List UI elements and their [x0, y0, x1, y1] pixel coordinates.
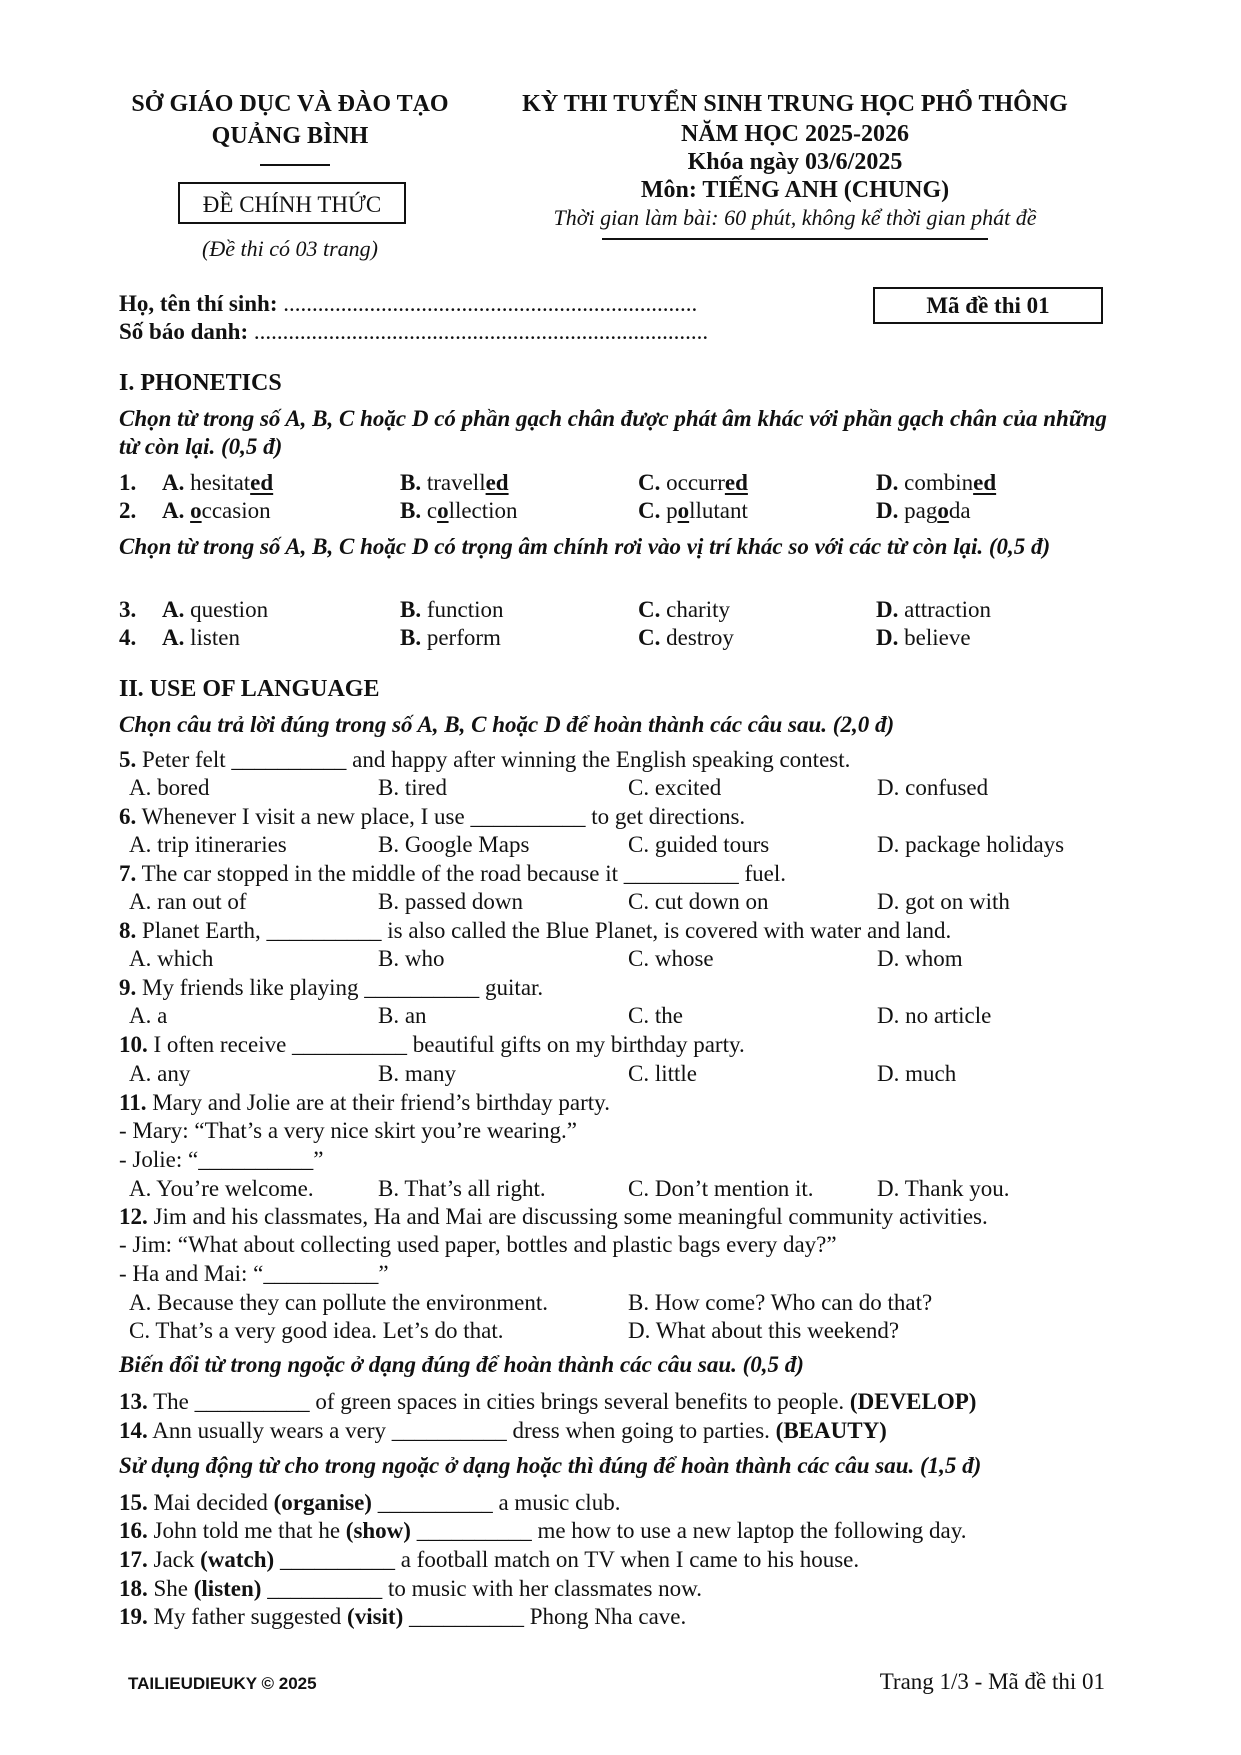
exam-code-box: Mã đề thi 01	[873, 287, 1103, 324]
option-b: B. perform	[400, 625, 501, 650]
question-6: 6. Whenever I visit a new place, I use __________ to get directions.	[119, 804, 746, 829]
question-8: 8. Planet Earth, __________ is also called the Blue Planet, is covered with water and land.	[119, 918, 952, 943]
department-line2: QUẢNG BÌNH	[211, 123, 369, 149]
language-instruction-1: Chọn câu trả lời đúng trong số A, B, C hoặc D để hoàn thành các câu sau. (2,0 đ)	[119, 712, 895, 737]
option-c: C. guided tours	[628, 832, 770, 857]
option-c: C. whose	[628, 946, 714, 971]
exam-title	[495, 88, 1095, 232]
exam-line1: KỲ THI TUYỂN SINH TRUNG HỌC PHỔ THÔNG	[522, 91, 1068, 117]
option-b: B. travelled	[400, 470, 509, 495]
question-number: 2.	[119, 498, 137, 523]
option-a: A. bored	[129, 775, 210, 800]
language-instruction-2: Biến đổi từ trong ngoặc ở dạng đúng để hoàn thành các câu sau. (0,5 đ)	[119, 1352, 804, 1377]
candidate-name-label: Họ, tên thí sinh:	[119, 291, 278, 316]
dialogue-line: - Mary: “That’s a very nice skirt you’re wearing.”	[119, 1118, 577, 1143]
option-a: A. trip itineraries	[129, 832, 287, 857]
footer-watermark: TAILIEUDIEUKY © 2025	[128, 1674, 317, 1693]
exam-title-underline	[602, 238, 988, 240]
phonetics-instruction-1: Chọn từ trong số A, B, C hoặc D có phần gạch chân được phát âm khác với phần gạch chân của những từ còn lại. (0,5 đ)	[119, 406, 1107, 459]
question-13: 13. The __________ of green spaces in cities brings several benefits to people. (DEVELOP)	[119, 1389, 977, 1414]
option-c: C. That’s a very good idea. Let’s do that.	[129, 1318, 504, 1343]
option-a: A. occasion	[162, 498, 271, 523]
option-d: D. believe	[876, 625, 971, 650]
question-18: 18. She (listen) __________ to music with her classmates now.	[119, 1576, 703, 1601]
candidate-name-dots: ........................................................................	[283, 291, 698, 316]
option-a: A. question	[162, 597, 269, 622]
option-b: B. passed down	[378, 889, 524, 914]
option-c: C. excited	[628, 775, 722, 800]
question-5: 5. Peter felt __________ and happy after winning the English speaking contest.	[119, 747, 851, 772]
question-14: 14. Ann usually wears a very __________ dress when going to parties. (BEAUTY)	[119, 1418, 887, 1443]
option-d: D. pagoda	[876, 498, 971, 523]
option-a: A. listen	[162, 625, 240, 650]
question-number: 1.	[119, 470, 137, 495]
option-d: D. Thank you.	[877, 1176, 1010, 1201]
language-instruction-3: Sử dụng động từ cho trong ngoặc ở dạng hoặc thì đúng để hoàn thành các câu sau. (1,5 đ)	[119, 1453, 982, 1478]
option-b: B. many	[378, 1061, 456, 1086]
pages-note: (Đề thi có 03 trang)	[202, 236, 378, 261]
dialogue-line: - Jolie: “__________”	[119, 1147, 324, 1172]
department-underline	[260, 164, 330, 166]
option-b: B. collection	[400, 498, 518, 523]
option-a: A. a	[129, 1003, 168, 1028]
option-b: B. function	[400, 597, 504, 622]
question-19: 19. My father suggested (visit) __________ Phong Nha cave.	[119, 1604, 687, 1629]
candidate-id-dots: ...............................................................................	[253, 319, 709, 344]
option-c: C. cut down on	[628, 889, 769, 914]
question-9: 9. My friends like playing __________ guitar.	[119, 975, 544, 1000]
option-d: D. What about this weekend?	[628, 1318, 900, 1343]
department-name	[110, 88, 470, 152]
option-b: B. Google Maps	[378, 832, 530, 857]
dialogue-line: - Jim: “What about collecting used paper, bottles and plastic bags every day?”	[119, 1232, 837, 1257]
option-a: A. Because they can pollute the environment.	[129, 1290, 548, 1315]
dialogue-line: - Ha and Mai: “__________”	[119, 1261, 389, 1286]
option-b: B. That’s all right.	[378, 1176, 546, 1201]
question-10: 10. I often receive __________ beautiful gifts on my birthday party.	[119, 1032, 745, 1057]
option-c: C. Don’t mention it.	[628, 1176, 814, 1201]
option-a: A. You’re welcome.	[129, 1176, 314, 1201]
option-c: C. pollutant	[638, 498, 748, 523]
question-17: 17. Jack (watch) __________ a football match on TV when I came to his house.	[119, 1547, 860, 1572]
option-d: D. combined	[876, 470, 997, 495]
option-b: B. an	[378, 1003, 427, 1028]
option-d: D. package holidays	[877, 832, 1065, 857]
question-11: 11. Mary and Jolie are at their friend’s birthday party.	[119, 1090, 610, 1115]
question-7: 7. The car stopped in the middle of the road because it __________ fuel.	[119, 861, 787, 886]
option-b: B. who	[378, 946, 445, 971]
question-12: 12. Jim and his classmates, Ha and Mai are discussing some meaningful community activities.	[119, 1204, 988, 1229]
option-d: D. got on with	[877, 889, 1010, 914]
section-phonetics-title: I. PHONETICS	[119, 370, 282, 396]
question-15: 15. Mai decided (organise) __________ a music club.	[119, 1490, 621, 1515]
exam-time-note: Thời gian làm bài: 60 phút, không kể thời gian phát đề	[553, 205, 1037, 230]
option-c: C. destroy	[638, 625, 734, 650]
question-number: 3.	[119, 597, 137, 622]
candidate-id-line	[119, 318, 708, 346]
option-d: D. much	[877, 1061, 957, 1086]
option-b: B. How come? Who can do that?	[628, 1290, 933, 1315]
candidate-name-line	[119, 290, 697, 318]
question-number: 4.	[119, 625, 137, 650]
option-a: A. any	[129, 1061, 191, 1086]
department-line1: SỞ GIÁO DỤC VÀ ĐÀO TẠO	[131, 91, 449, 117]
option-d: D. attraction	[876, 597, 991, 622]
official-exam-box: ĐỀ CHÍNH THỨC	[178, 182, 406, 224]
option-d: D. no article	[877, 1003, 992, 1028]
exam-date: Khóa ngày 03/6/2025	[687, 149, 903, 175]
option-a: A. ran out of	[129, 889, 247, 914]
option-c: C. the	[628, 1003, 683, 1028]
option-d: D. whom	[877, 946, 963, 971]
option-a: A. which	[129, 946, 214, 971]
candidate-id-label: Số báo danh:	[119, 319, 249, 344]
option-c: C. occurred	[638, 470, 748, 495]
footer-page-number: Trang 1/3 - Mã đề thi 01	[879, 1669, 1105, 1694]
phonetics-instruction-2: Chọn từ trong số A, B, C hoặc D có trọng âm chính rơi vào vị trí khác so với các từ còn lại. (0,5 đ)	[119, 534, 1051, 559]
option-b: B. tired	[378, 775, 447, 800]
section-language-title: II. USE OF LANGUAGE	[119, 676, 380, 702]
exam-line2: NĂM HỌC 2025-2026	[681, 121, 909, 147]
option-d: D. confused	[877, 775, 989, 800]
option-c: C. little	[628, 1061, 697, 1086]
option-c: C. charity	[638, 597, 730, 622]
question-16: 16. John told me that he (show) __________ me how to use a new laptop the following day.	[119, 1518, 967, 1543]
option-a: A. hesitated	[162, 470, 274, 495]
exam-subject: Môn: TIẾNG ANH (CHUNG)	[640, 177, 950, 203]
